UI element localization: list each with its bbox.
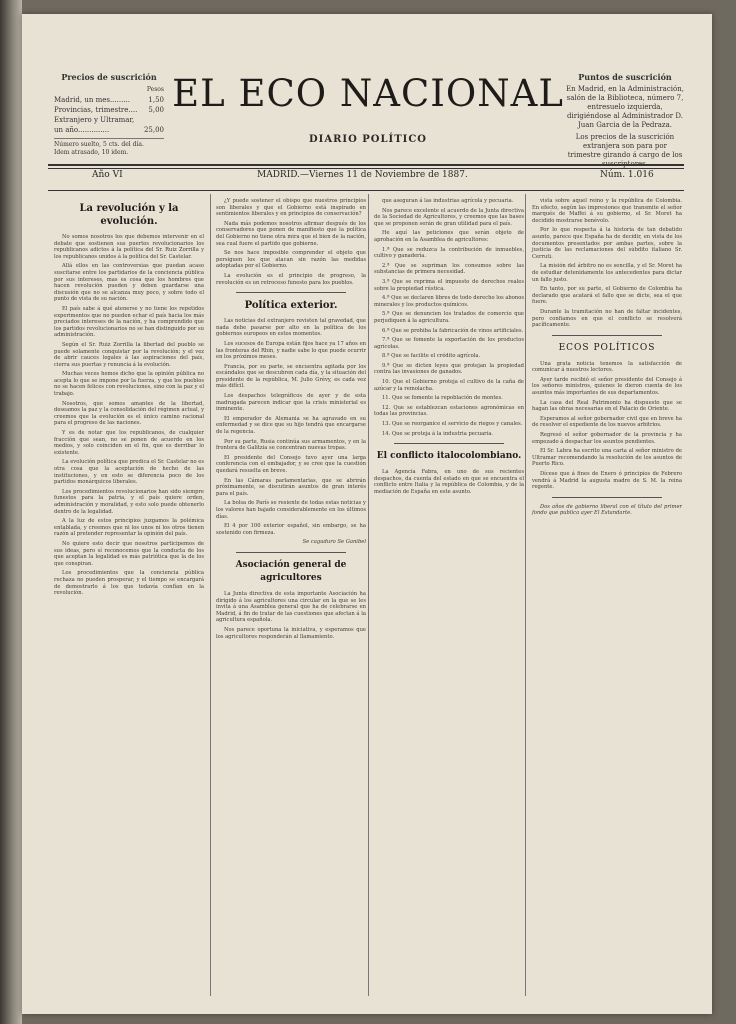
article-signature: Se caguduro Se Ganibel	[302, 539, 366, 546]
points-heading: Puntos de suscrición	[578, 72, 672, 82]
article-heading: La revolución y la evolución.	[79, 203, 179, 227]
prices-column-label: Pesos	[146, 86, 164, 93]
dateline	[52, 164, 682, 186]
dateline-rule	[48, 190, 684, 191]
section-divider	[394, 443, 504, 444]
section-divider	[552, 335, 662, 336]
subscription-prices	[54, 72, 164, 157]
price-row: Madrid, un mes......... 1,50	[54, 96, 164, 104]
newspaper-page	[22, 14, 712, 1014]
column-divider	[525, 194, 526, 996]
column-divider	[210, 194, 211, 996]
article-heading: El conflicto italocolombiano.	[376, 451, 522, 462]
section-heading: ECOS POLÍTICOS	[558, 342, 656, 353]
issue-year: Año VI	[92, 170, 123, 180]
column-3: que aseguran á las industrias agrícola y pecuaria. Nos parece excelente el acuerdo de la Junta directiva de la Sociedad de Agricultores, y creemos que las bases que se proponen serán de gran utilidad para el país. He aquí las peticiones que serán objeto de aprobación en la Asamblea de agricultores: 1.ª Que se reduzca la contribución de inmuebles, cultivo y ganadería. 2.ª Que se supriman los consumos sobre las substancias de primera necesidad. 3.ª Que se reprima el impuesto de derechos reales sobre la propiedad rústica. 4.ª Que se declaren libres de todo derecho los abonos minerales y los productos químicos. 5.ª Que se denuncien los tratados de comercio que perjudiquen á la agricultura. 6.ª Que se prohiba la fabricación de vinos artificiales. 7.ª Que se fomente la exportación de los productos agrícolas. 8.ª Que se facilite el crédito agrícola. 9.ª Que se dicten leyes que protejan la propiedad contra las invasiones de ganados. 10. Que el Gobierno proteja el cultivo de la caña de azúcar y la remolacha. 11. Que se fomente la repoblación de montes. 12. Que se establezcan estaciones agronómicas en todas las provincias. 13. Que se reorganice el servicio de riegos y canales. 14. Que se proteja á la industria pecuaria. El conflicto italocolombiano. La Agencia Fabra, en uno de sus recientes despachos, da cuenta del estado en que se encuentra el conflicto entre Italia y la república de Colombia, y de la mediación de España en este asunto.	[374, 198, 524, 495]
price-row: un año.............. 25,00	[54, 126, 164, 134]
column-2: ¿Y puede sostener el obispo que nuestros principios son liberales y que el Gobierno está inspirado en sentimientos liberales y en principios de conservación? Nada más podemos nosotros afirmar después de los conservadores que ponen de manifiesto que la política del Gobierno no tiene otra mira que el bien de la nación, sea cual fuere el partido que gobierne. Se nos hace imposible comprender el objeto que persiguen los que atacan sin razón las medidas adoptadas por el Gobierno. La evolución es el principio de progreso, la revolución es un retroceso funesto para los pueblos. Política exterior. Las noticias del extranjero revisten tal gravedad, que nada debe pasarse por alto en la política de los gobiernos europeos en estos momentos. Los sucesos de Europa están fijos hace ya 17 años en las fronteras del Rhin, y nadie sabe lo que puede ocurrir en los próximos meses. Francia, por su parte, se encuentra agitada por los escándalos que se descubren cada día, y la situación del presidente de la república, M. Julio Grévy, es cada vez más difícil. Los despachos telegráficos de ayer y de esta madrugada parecen indicar que la crisis ministerial es inminente. El emperador de Alemania se ha agravado en su enfermedad y se dice que su hijo tendrá que encargarse de la regencia. Por su parte, Rusia continúa sus armamentos, y en la frontera de Galitzia se concentran nuevas tropas. El presidente del Consejo tuvo ayer una larga conferencia con el embajador, y se cree que la cuestión quedará resuelta en breve. En las Cámaras parlamentarias, que se abrirán próximamente, se discutirán asuntos de gran interés para el país. La bolsa de París se resiente de todas estas noticias y los valores han bajado considerablemente en los últimos días. El 4 por 100 exterior español, sin embargo, se ha sostenido con firmeza. Se caguduro Se Ganibel Asociación general de agricultores La Junta directiva de esta importante Asociación ha dirigido á los agricultores una circular en la que se les invita á una Asamblea general que ha de celebrarse en Madrid, á fin de tratar de las cuestiones que afectan á la agricultura española. Nos parece oportuna la iniciativa, y esperamos que los agricultores responderán al llamamiento.	[216, 198, 366, 640]
section-divider	[552, 497, 662, 498]
footer-note: Dos años de gobierno liberal con el título del primer fondo que publica ayer El Estandarte.	[532, 503, 682, 517]
section-divider	[236, 552, 346, 553]
article-heading: Política exterior.	[244, 300, 338, 312]
masthead-subtitle: DIARIO POLÍTICO	[308, 134, 428, 145]
issue-date: MADRID.—Viernes 11 de Noviembre de 1887.	[257, 170, 468, 180]
masthead-title: EL ECO NACIONAL	[172, 72, 564, 115]
column-4: vista sobre aquel reino y la república de Colombia. En efecto, según las impresiones que transmite el señor marqués de Maffei á su gobierno, el Sr. Moret ha decidido mostrarse benévolo. Por lo que respecta á la historia de tan debatido asunto, parece que España ha de decidir, en vista de los documentos presentados por ambas partes, sobre la justicia de las reclamaciones del súbdito italiano Sr. Cerruti. La misión del árbitro no es sencilla, y el Sr. Moret ha de estudiar detenidamente los antecedentes para dictar un fallo justo. En tanto, por su parte, el Gobierno de Colombia ha declarado que acatará el fallo que se dicte, sea el que fuere. Durante la tramitación no han de faltar incidentes, pero confiamos en que el conflicto se resolverá pacíficamente. ECOS POLÍTICOS Una grata noticia tenemos la satisfacción de comunicar á nuestros lectores. Ayer tarde recibió el señor presidente del Consejo á los señores ministros, quienes le dieron cuenta de los asuntos más importantes de sus departamentos. La casa del Real Patrimonio ha dispuesto que se hagan las obras necesarias en el Palacio de Oriente. Esperamos al señor gobernador civil que en breve ha de resolver el expediente de los nuevos arbitrios. Regresó el señor gobernador de la provincia y ha empezado á despachar los asuntos pendientes. El Sr. Labra ha escrito una carta al señor ministro de Ultramar recomendando la resolución de los asuntos de Puerto Rico. Dícese que á fines de Enero ó principios de Febrero vendrá á Madrid la augusta madre de S. M. la reina regente. Dos años de gobierno liberal con el título del primer fondo que publica ayer El Estandarte.	[532, 198, 682, 517]
book-spine	[0, 0, 22, 1024]
prices-heading: Precios de suscrición	[61, 72, 157, 82]
points-text-2: Los precios de la suscrición extranjera son para por trimestre girando á cargo de los suscriptores.	[567, 133, 683, 168]
price-row: Extranjero y Ultramar,	[54, 116, 135, 124]
issue-number: Núm. 1.016	[600, 170, 654, 180]
column-divider	[368, 194, 369, 996]
subscription-points	[566, 72, 684, 169]
section-divider	[236, 292, 346, 293]
points-text: En Madrid, en la Administración, salón de la Biblioteca, número 7, entresuelo izquierda, dirigiéndose al Administrador D. Juan Garcia de la Pedraza.	[566, 85, 684, 129]
article-heading: Asociación general de agricultores	[235, 559, 347, 583]
price-row: Provincias, trimestre.... 5,00	[54, 106, 164, 114]
prices-note: Número suelto, 5 cts. del día. Idem atrasado, 10 idem.	[54, 138, 164, 157]
column-1: La revolución y la evolución. No somos nosotros los que debemos intervenir en el debate que sostienen sus puertos revolucionarios los republicanos adictos á la política del Sr. Ruiz Zorrilla y los republicanos unidos á la política del Sr. Castelar. Allá ellos en las controversias que puedan acaso suscitarse entre los partidarios de la conciencia pública por sus intereses, mas es cosa que los hombres que hacen revolución pueden y deben guardarse una discusión que no se alcanza muy poco, y sobre todo el punto de vista de su nación. El país sabe á qué atenerse y no tiene los repetidos experimentos que no pueden echar el país hacia los más preciados intereses de la nación, y ha comprendido que los partidos revolucionarios no se han distinguido por su administración. Según el Sr. Ruiz Zorrilla la libertad del pueblo se puede solamente conquistar por la revolución; y el vez de abrir cauces legales á las aspiraciones del país, cierra sus puertas y renuncia á la evolución. Muchas veces hemos dicho que la opinión pública no acepta lo que se impone por la fuerza, y que los pueblos no se hacen felices con revoluciones, sino con la paz y el trabajo. Nosotros, que somos amantes de la libertad, deseamos la paz y la consolidación del régimen actual, y creemos que la evolución es el único camino racional para el progreso de las naciones. Y es de notar que los republicanos, de cualquier fracción que sean, no se ponen de acuerdo en los medios, y solo coinciden en el fin, que es derribar lo existente. La evolución política que predica el Sr. Castelar no es otra cosa que la aceptación de hecho de las instituciones, y en esto se diferencia poco de los partidos monárquicos liberales. Los procedimientos revolucionarios han sido siempre funestos para la patria, y el país quiere orden, administración y moralidad, y esto solo puede obtenerlo dentro de la legalidad. A la luz de estos principios juzgamos la polémica entablada, y creemos que ni los unos ni los otros tienen razón al pretender representar la opinión del país. No quiere esto decir que nosotros participemos de sus ideas, pero sí reconocemos que la conducta de los que aceptan la legalidad es más patriótica que la de los que conspiran. Los procedimientos que la conciencia pública rechaza no pueden prosperar, y el tiempo se encargará de demostrarlo á los que todavía confían en la revolución.	[54, 203, 204, 597]
